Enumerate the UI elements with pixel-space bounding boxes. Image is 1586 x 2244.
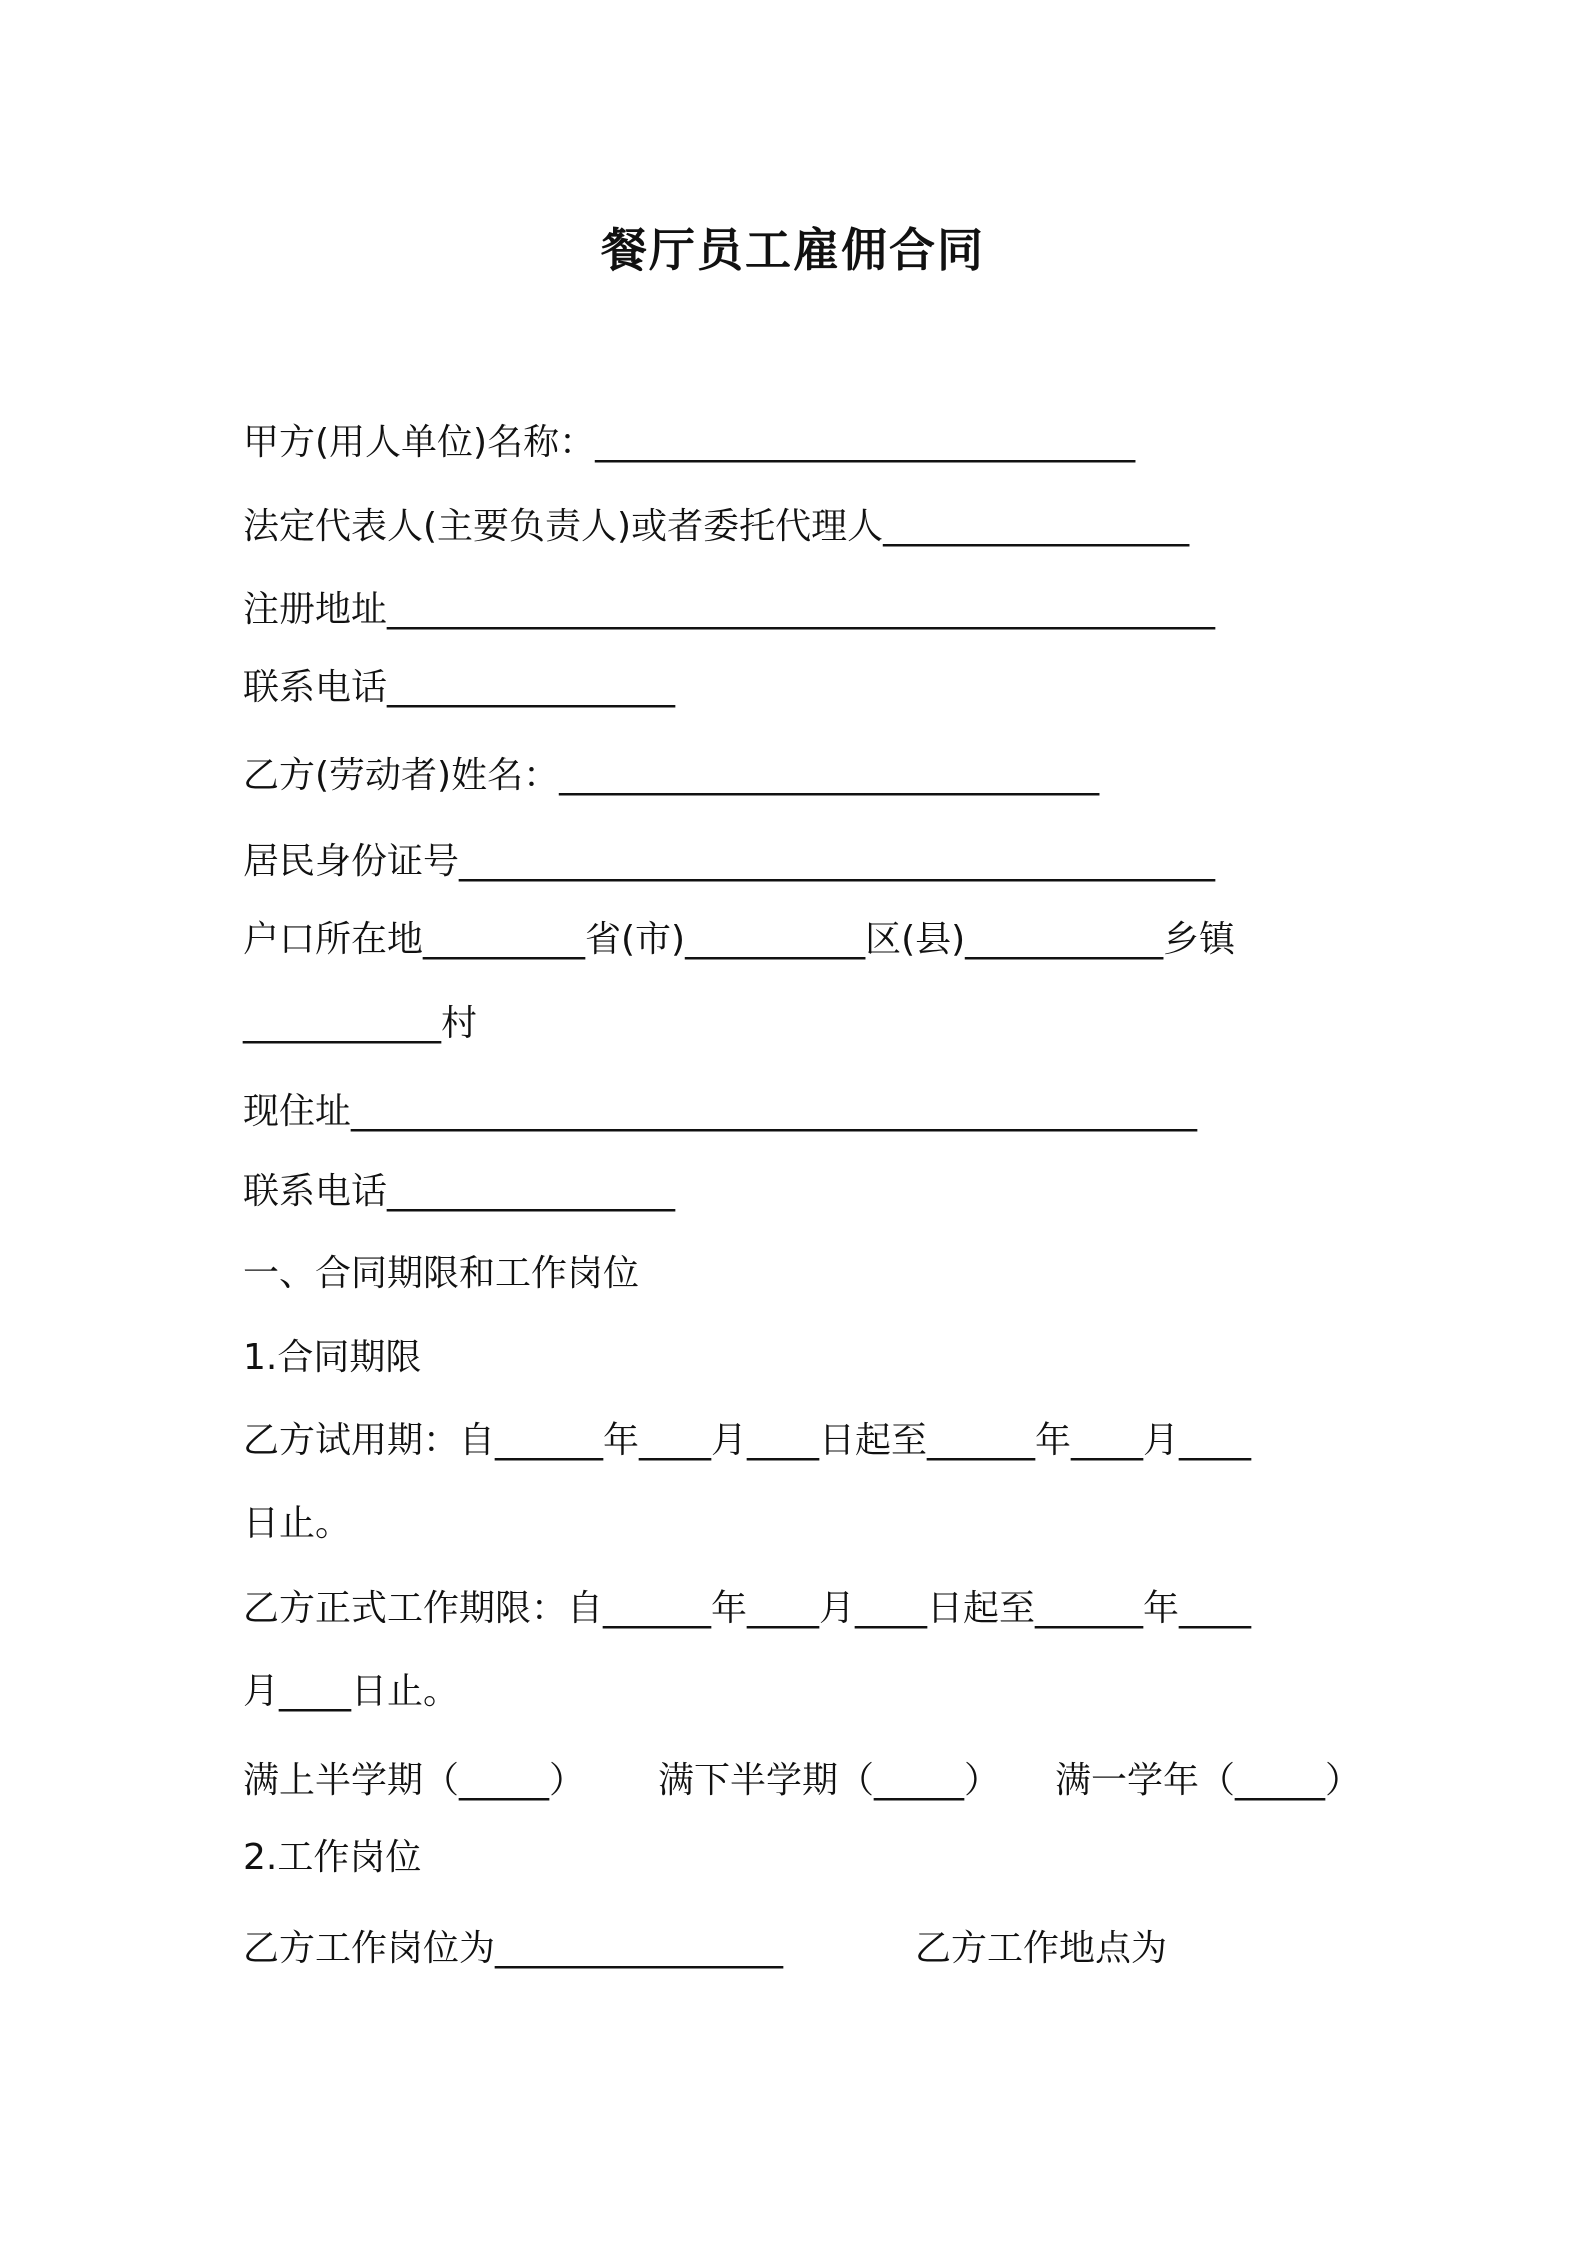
party-b-hukou-line: 户口所在地_________省(市)__________区(县)___________乡镇 <box>243 919 1236 960</box>
probation-period-end: 日止。 <box>243 1503 352 1544</box>
party-a-name-line: 甲方(用人单位)名称：______________________________ <box>243 422 1136 463</box>
party-b-name-line: 乙方(劳动者)姓名：______________________________ <box>243 755 1100 796</box>
document-title: 餐厅员工雇佣合同 <box>601 223 985 277</box>
probation-period-line: 乙方试用期：自______年____月____日起至______年____月____ <box>243 1420 1252 1461</box>
section-heading: 一、合同期限和工作岗位 <box>243 1253 640 1294</box>
party-b-phone-line: 联系电话________________ <box>243 1171 676 1212</box>
term-option-full-year: 满一学年（_____） <box>1055 1760 1362 1801</box>
subsection-post: 2.工作岗位 <box>243 1837 422 1878</box>
party-b-hukou-village-line: ___________村 <box>243 1003 478 1044</box>
term-options-row <box>243 1757 1362 1805</box>
term-option-first-half: 满上半学期（_____） <box>243 1760 586 1801</box>
party-a-address-line: 注册地址______________________________________________ <box>243 589 1216 630</box>
formal-period-line: 乙方正式工作期限：自______年____月____日起至______年____ <box>243 1588 1252 1629</box>
party-b-residence-line: 现住址_______________________________________________ <box>243 1091 1198 1132</box>
term-option-second-half: 满下半学期（_____） <box>658 1760 1001 1801</box>
party-b-id-line: 居民身份证号__________________________________________ <box>243 841 1216 882</box>
subsection-term: 1.合同期限 <box>243 1337 422 1378</box>
post-location-row <box>243 1925 1343 1973</box>
party-a-phone-line: 联系电话________________ <box>243 667 676 708</box>
formal-period-end: 月____日止。 <box>243 1671 460 1712</box>
location-label: 乙方工作地点为 <box>915 1928 1168 1969</box>
post-label: 乙方工作岗位为________________ <box>243 1928 784 1969</box>
party-a-representative-line: 法定代表人(主要负责人)或者委托代理人_________________ <box>243 506 1190 547</box>
